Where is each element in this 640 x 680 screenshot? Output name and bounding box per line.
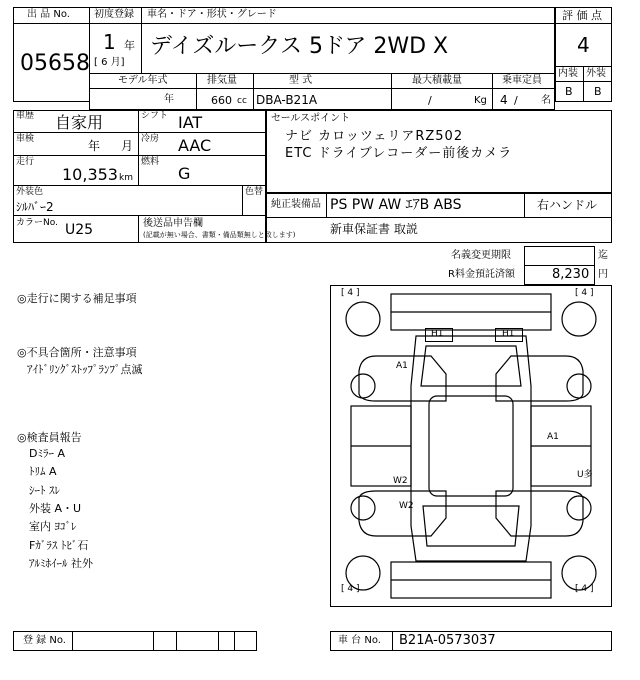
recycle-label: R料金預託済額 — [448, 269, 515, 280]
score: 4 — [577, 33, 590, 57]
color-no: U25 — [65, 222, 94, 238]
inspector-item: 外装 A・U — [29, 502, 82, 515]
inspector-item: ｼｰﾄ ｽﾚ — [29, 484, 60, 497]
recycle-unit: 円 — [598, 269, 608, 280]
repaint-label: 色替 — [245, 187, 264, 197]
max-load-label: 最大積載量 — [412, 75, 462, 86]
inspector-item: ｱﾙﾐﾎｲｰﾙ 社外 — [29, 557, 93, 570]
damage-mark-a1-front: A1 — [396, 361, 408, 371]
displacement-unit: cc — [237, 96, 247, 106]
max-load-unit: Kg — [474, 95, 487, 106]
aftermarket-label: 後送品申告欄 — [143, 218, 203, 229]
sales-point-2: ETC ドライブレコーダー前後カメラ — [285, 146, 513, 161]
sales-point-label: セールスポイント — [271, 113, 351, 124]
model-year-label: モデル年式 — [118, 75, 168, 86]
inspection-month-unit: 月 — [121, 139, 134, 153]
equipment-label: 純正装備品 — [271, 199, 321, 210]
capacity: 4 — [500, 93, 508, 107]
damage-mark-h1-right: H1 — [502, 329, 515, 339]
model-year-unit: 年 — [164, 94, 174, 105]
reg-no-label: 登 録 No. — [23, 635, 66, 646]
equipment-items: PS PW AW ｴｱB ABS — [330, 197, 462, 213]
ac-label: 冷房 — [141, 134, 160, 144]
mileage-unit: km — [119, 173, 133, 183]
fuel-label: 燃料 — [141, 157, 160, 167]
tire-label-rear-left: [ 4 ] — [341, 584, 360, 594]
chassis-no: B21A-0573037 — [399, 633, 496, 648]
first-reg-year: 1 — [103, 30, 116, 54]
inspection-year-unit: 年 — [88, 139, 101, 153]
interior-grade: B — [565, 85, 573, 98]
inspector-item: ﾄﾘﾑ A — [29, 465, 57, 478]
warranty: 新車保証書 取説 — [330, 222, 418, 236]
steering: 右ハンドル — [537, 198, 598, 212]
driving-remarks-title: ◎走行に関する補足事項 — [17, 292, 137, 305]
interior-label: 内装 — [558, 68, 578, 79]
exterior-grade: B — [594, 85, 602, 98]
lot-no: 05658 — [20, 51, 90, 76]
car-diagram — [330, 285, 612, 607]
name-change-unit: 迄 — [598, 250, 608, 261]
damage-mark-u-right: U多 — [577, 470, 593, 480]
shift: IAT — [178, 113, 203, 132]
name-change-label: 名義変更期限 — [451, 250, 511, 261]
history: 自家用 — [55, 113, 104, 132]
fuel: G — [178, 164, 191, 183]
capacity-label: 乗車定員 — [502, 75, 542, 86]
car-name-label: 車名・ドア・形状・グレード — [147, 9, 277, 20]
model-type: DBA-B21A — [256, 93, 318, 107]
capacity-sep: / — [514, 94, 518, 107]
recycle-value: 8,230 — [552, 267, 590, 282]
inspection-label: 車検 — [16, 134, 35, 144]
displacement-label: 排気量 — [207, 75, 237, 86]
first-reg-month: [ 6 月] — [94, 57, 125, 68]
color: ｼﾙﾊﾞｰ2 — [16, 200, 54, 214]
score-label: 評 価 点 — [562, 9, 602, 22]
mileage-label: 走行 — [16, 157, 35, 167]
ac: AAC — [178, 136, 212, 155]
history-label: 車歴 — [16, 111, 35, 121]
capacity-unit: 名 — [541, 95, 551, 106]
color-no-label: カラーNo. — [16, 218, 58, 228]
sales-point-1: ナビ カロッツェリアRZ502 — [285, 129, 464, 144]
tire-label-rear-right: [ 4 ] — [575, 584, 594, 594]
exterior-label: 外装 — [586, 68, 606, 79]
defect-item: ｱｲﾄﾞﾘﾝｸﾞｽﾄｯﾌﾟﾗﾝﾌﾟ点滅 — [27, 363, 143, 376]
type-label: 型 式 — [289, 75, 313, 86]
first-reg-label: 初度登録 — [94, 9, 134, 20]
lot-no-label: 出 品 No. — [27, 9, 70, 20]
tire-label-front-left: [ 4 ] — [341, 288, 360, 298]
color-label: 外装色 — [16, 187, 44, 197]
defects-title: ◎不具合箇所・注意事項 — [17, 346, 137, 359]
inspector-item: 室内 ﾖｺﾞﾚ — [29, 520, 77, 533]
first-reg-year-unit: 年 — [124, 39, 135, 52]
damage-mark-h1-left: H1 — [431, 329, 444, 339]
inspector-item: Fｶﾞﾗｽ ﾄﾋﾞ石 — [29, 539, 89, 552]
tire-label-front-right: [ 4 ] — [575, 288, 594, 298]
inspector-item: Dﾐﾗｰ A — [29, 447, 65, 460]
damage-mark-w2-rear: W2 — [399, 501, 414, 511]
car-name: デイズルークス 5ドア 2WD X — [150, 34, 449, 59]
shift-label: シフト — [141, 111, 169, 121]
max-load-sep: / — [428, 94, 432, 107]
mileage: 10,353 — [62, 165, 118, 184]
aftermarket-note: (記載が無い場合、書類・備品類無しと致します) — [143, 231, 296, 239]
name-change-value — [524, 246, 595, 266]
damage-mark-a1-right: A1 — [547, 432, 559, 442]
displacement: 660 — [211, 94, 232, 107]
inspector-title: ◎検査員報告 — [17, 431, 82, 444]
chassis-label: 車 台 No. — [338, 635, 381, 646]
damage-mark-w2-left: W2 — [393, 476, 408, 486]
